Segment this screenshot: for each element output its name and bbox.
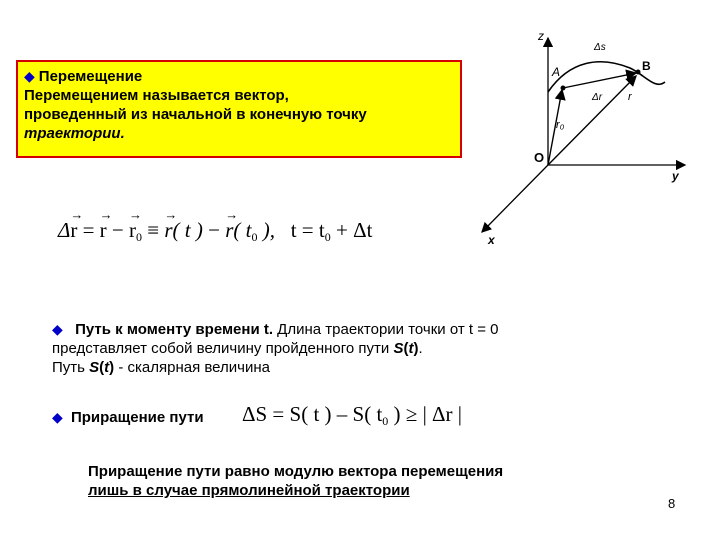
formula-vec-rt bbox=[164, 218, 203, 243]
formula-eq: = bbox=[82, 218, 95, 242]
path-line-1 bbox=[52, 320, 692, 339]
formula-rt0: r( t bbox=[225, 218, 252, 242]
definition-line-2: проведенный из начальной в конечную точку bbox=[24, 106, 367, 123]
note-block bbox=[88, 462, 503, 501]
r-label: r bbox=[628, 91, 632, 103]
path-line-2: представляет собой величину пройденного пути S(t). bbox=[52, 340, 423, 357]
formula-ident: ≡ bbox=[147, 218, 160, 242]
definition-box bbox=[16, 60, 462, 158]
formula-minus-2: − bbox=[208, 218, 220, 242]
increment-formula-main: ΔS = S( t ) – S( t bbox=[242, 402, 383, 426]
note-line-1: Приращение пути равно модулю вектора перемещения bbox=[88, 463, 504, 480]
note-line-2: лишь в случае прямолинейной траектории bbox=[88, 482, 410, 499]
formula-r0: r bbox=[129, 218, 137, 242]
displacement-formula bbox=[58, 218, 372, 245]
formula-sub-0c: 0 bbox=[324, 230, 331, 244]
formula-vec-dr bbox=[70, 218, 77, 243]
increment-label: Приращение пути bbox=[70, 409, 204, 426]
point-a-label: A bbox=[552, 65, 561, 79]
formula-r: r bbox=[70, 218, 78, 242]
delta-r-label: Δr bbox=[592, 92, 603, 103]
formula-minus: − bbox=[111, 218, 124, 242]
formula-vec-rt0 bbox=[225, 218, 251, 243]
definition-title-row bbox=[24, 67, 454, 86]
formula-delta: Δ bbox=[58, 218, 71, 242]
formula-t-eq: t = t bbox=[290, 218, 325, 242]
point-b-dot bbox=[636, 70, 641, 75]
delta-r-vector bbox=[563, 73, 636, 88]
path-paragraph bbox=[52, 320, 692, 377]
point-b-label: B bbox=[642, 59, 651, 73]
increment-formula-end: ) ≥ | Δr | bbox=[388, 402, 462, 426]
formula-dt: Δt bbox=[353, 218, 373, 242]
path-heading: Путь к моменту времени t. bbox=[75, 321, 274, 338]
x-axis bbox=[482, 165, 548, 232]
path-line-2-text: представляет собой величину пройденного пути bbox=[52, 340, 394, 357]
diamond-bullet-icon: ◆ bbox=[52, 409, 63, 425]
formula-rt0-close: ), bbox=[257, 218, 275, 242]
x-axis-label: x bbox=[488, 233, 495, 247]
increment-formula-sub: 0 bbox=[382, 414, 389, 428]
z-axis-label: z bbox=[538, 29, 544, 43]
increment-label-row bbox=[52, 408, 204, 427]
formula-vec-r bbox=[100, 218, 107, 243]
diamond-bullet-icon: ◆ bbox=[52, 321, 63, 337]
formula-r-2: r bbox=[99, 218, 107, 242]
path-symbol-t: t bbox=[408, 340, 414, 357]
page-number: 8 bbox=[668, 496, 676, 511]
path-symbol-s-2: S bbox=[89, 359, 100, 376]
path-heading-rest: Длина траектории точки от t = 0 bbox=[273, 321, 499, 338]
formula-rt: r( t ) bbox=[164, 218, 203, 242]
formula-vec-r0 bbox=[129, 218, 136, 243]
path-line-3-pre: Путь bbox=[52, 359, 90, 376]
path-symbol-t-2: t bbox=[104, 359, 110, 376]
definition-title: Перемещение bbox=[38, 68, 143, 85]
path-line-3-rest: - скалярная величина bbox=[114, 359, 270, 376]
trajectory-diagram bbox=[460, 20, 700, 250]
diamond-bullet-icon: ◆ bbox=[24, 68, 35, 84]
delta-s-label: Δs bbox=[594, 42, 606, 53]
definition-line-3: траектории. bbox=[24, 125, 125, 142]
formula-plus: + bbox=[335, 218, 348, 242]
point-a-dot bbox=[561, 86, 566, 91]
path-symbol-s: S bbox=[393, 340, 404, 357]
origin-label: O bbox=[534, 150, 545, 165]
r0-label: r₀ bbox=[556, 119, 565, 131]
definition-line-1: Перемещением называется вектор, bbox=[24, 87, 289, 104]
formula-sub-0b: 0 bbox=[251, 230, 258, 244]
formula-sub-0: 0 bbox=[136, 230, 143, 244]
path-line-3: Путь S(t) - скалярная величина bbox=[52, 359, 270, 376]
y-axis-label: y bbox=[672, 169, 679, 183]
increment-formula bbox=[242, 402, 462, 429]
